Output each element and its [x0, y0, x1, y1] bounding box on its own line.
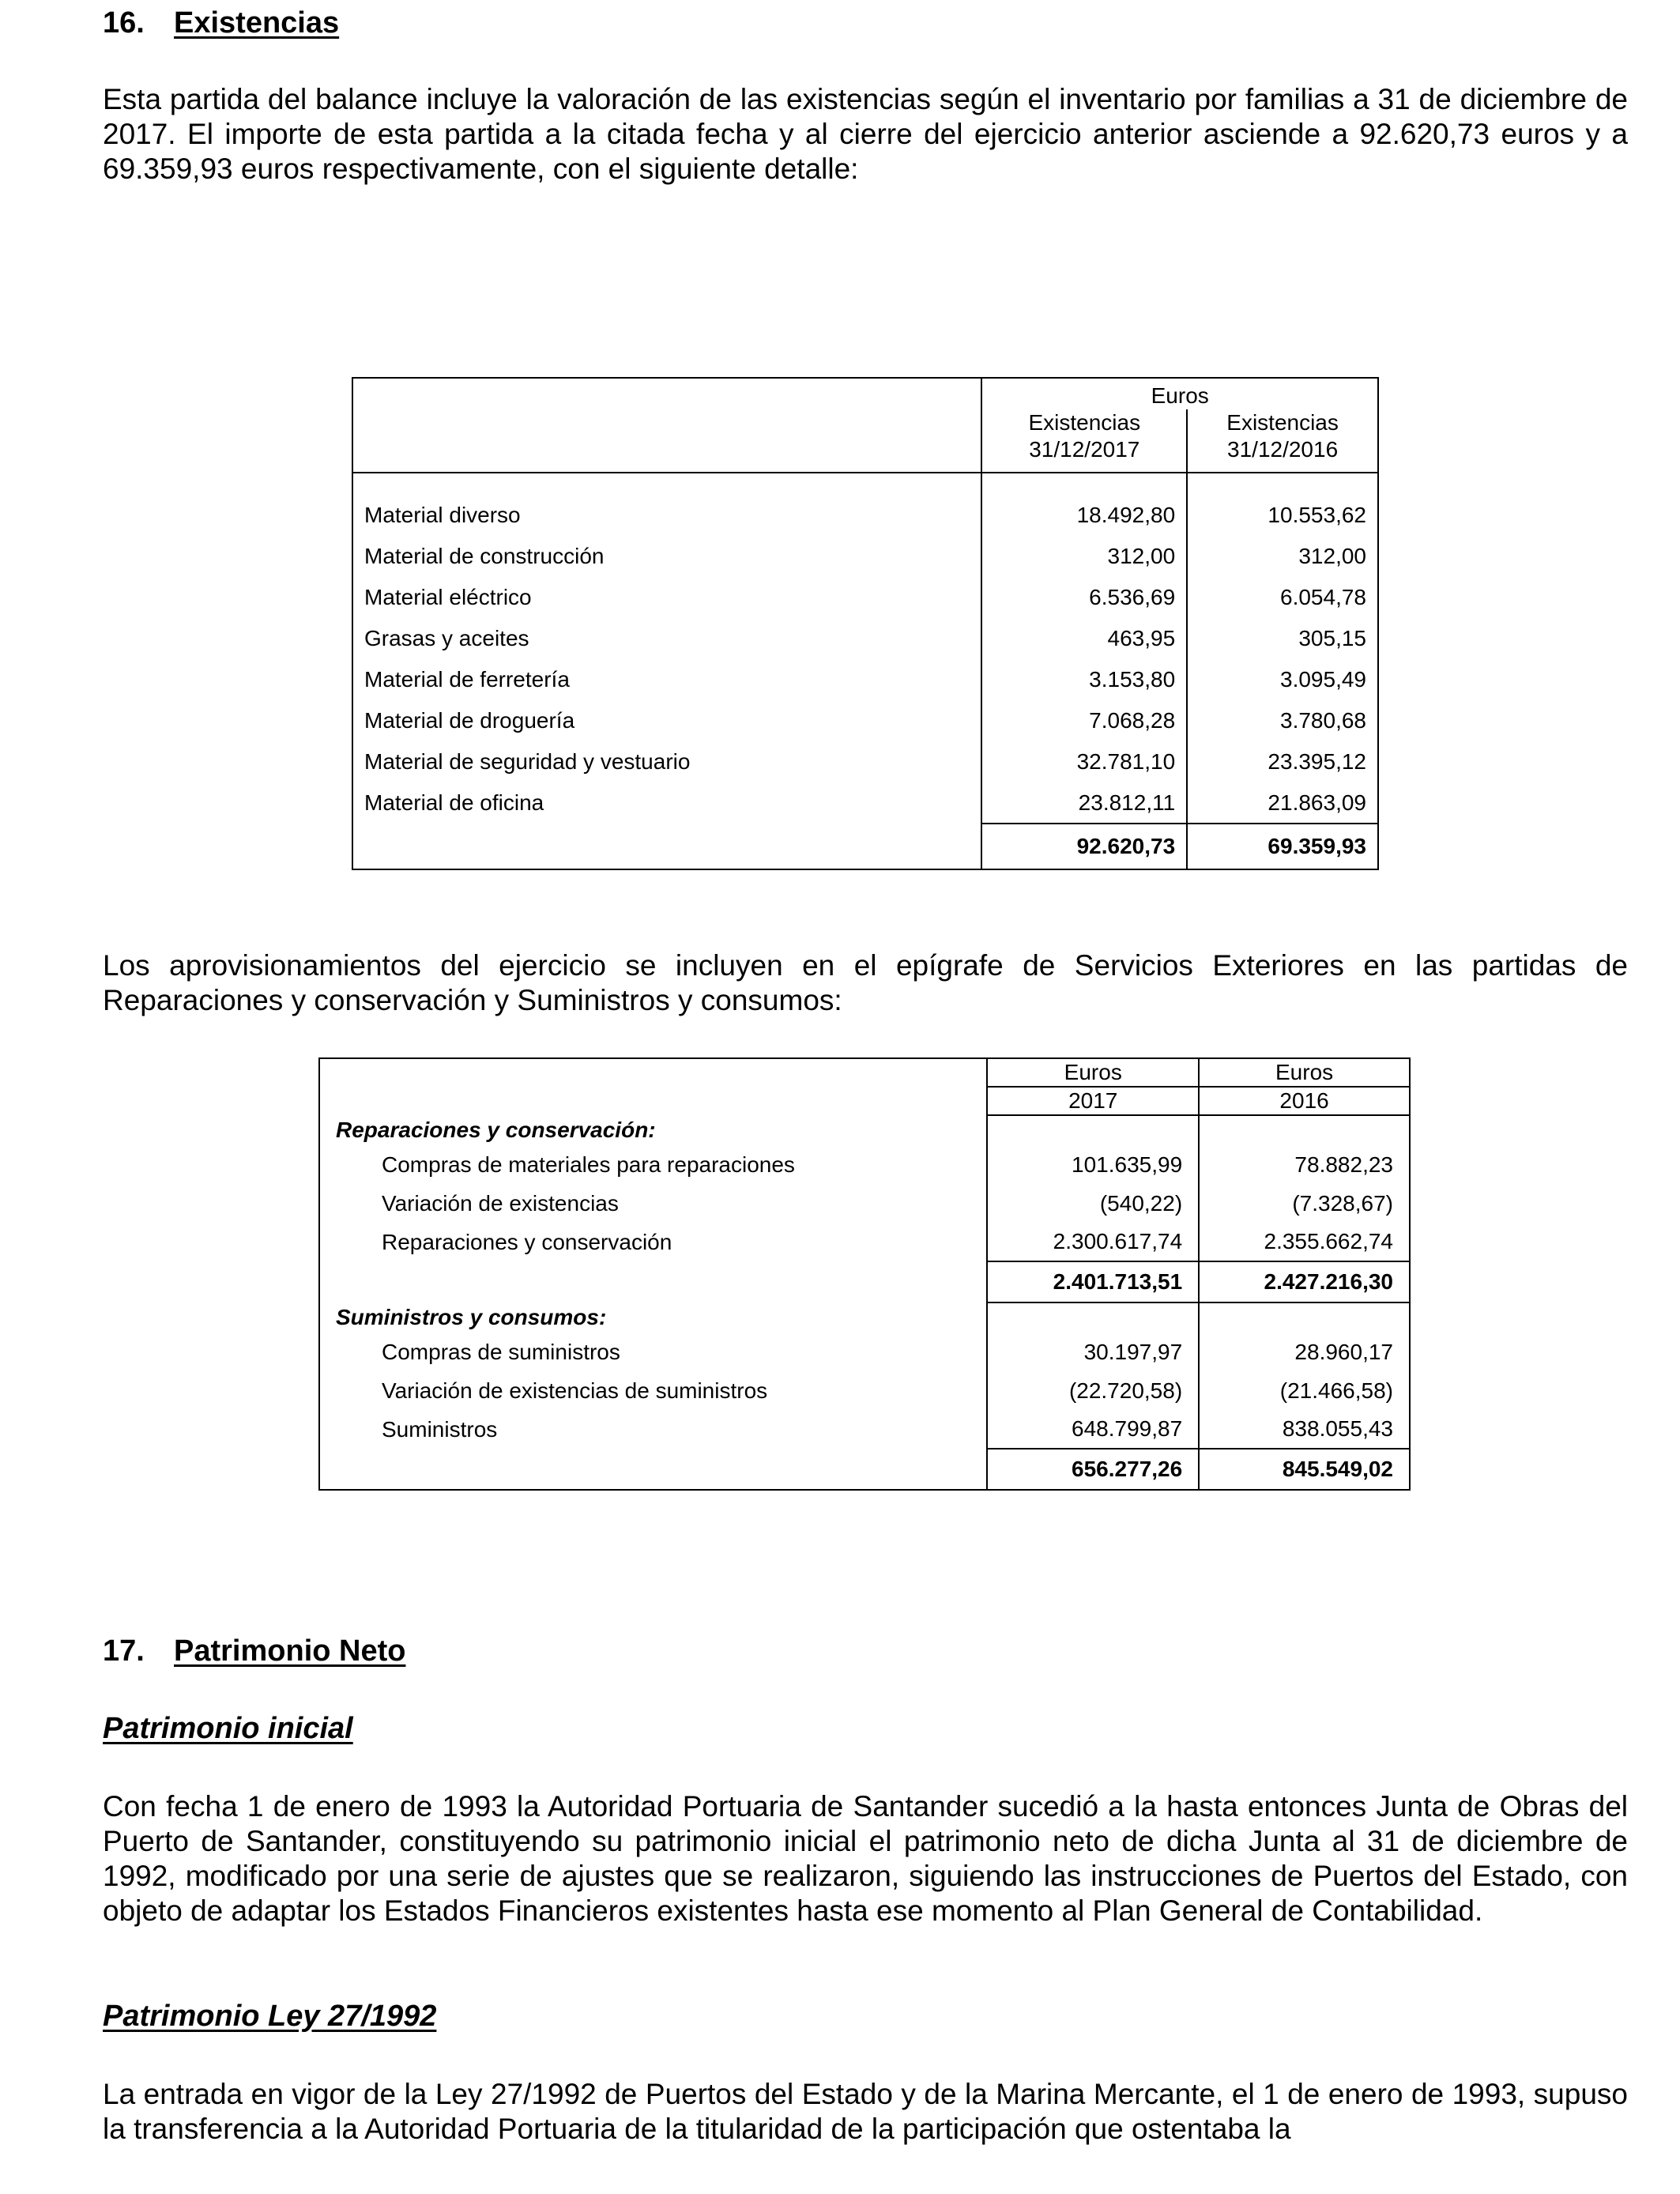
- table-row: [319, 1410, 1410, 1449]
- table-row: [352, 782, 1378, 824]
- row-label: Material de ferretería: [352, 659, 981, 700]
- value-2017: 30.197,97: [987, 1333, 1199, 1371]
- value-2017: 3.153,80: [981, 659, 1187, 700]
- row-label: Suministros: [319, 1410, 987, 1449]
- patrimonio-ley-paragraph: La entrada en vigor de la Ley 27/1992 de Puertos del Estado y de la Marina Mercante, el 1 de enero de 1993, supuso la transferencia a la Autoridad Portuaria de la titularidad de la participación que ostentaba la: [103, 2078, 1628, 2145]
- column-header-2017: Existencias 31/12/2017: [981, 409, 1187, 473]
- column-header-2016: Existencias 31/12/2016: [1187, 409, 1378, 473]
- table-row: [352, 618, 1378, 659]
- row-label: Material de droguería: [352, 700, 981, 741]
- value-2017: 7.068,28: [981, 700, 1187, 741]
- table-row: [352, 577, 1378, 618]
- value-2017: 23.812,11: [981, 782, 1187, 824]
- table-row: [319, 1223, 1410, 1261]
- row-label: Grasas y aceites: [352, 618, 981, 659]
- cell: [319, 1449, 987, 1490]
- row-label: Compras de materiales para reparaciones: [319, 1145, 987, 1184]
- aprovisionamientos-paragraph: Los aprovisionamientos del ejercicio se incluyen en el epígrafe de Servicios Exteriores en las partidas de Reparaciones y conservación y Suministros y consumos:: [103, 949, 1628, 1016]
- section-number: 16.: [103, 6, 145, 40]
- column-header-year-2017: 2017: [987, 1087, 1199, 1115]
- value-2016: 838.055,43: [1199, 1410, 1410, 1449]
- row-label: Material de oficina: [352, 782, 981, 824]
- value-2016: 23.395,12: [1187, 741, 1378, 782]
- table-header-group: Euros: [981, 378, 1378, 409]
- table-row: [319, 1184, 1410, 1223]
- total-2017: 92.620,73: [981, 824, 1187, 869]
- row-label: Reparaciones y conservación: [319, 1223, 987, 1261]
- cell: [319, 1261, 987, 1302]
- subtotal-2016: 2.427.216,30: [1199, 1261, 1410, 1302]
- section-17-heading: [103, 1634, 405, 1668]
- section-title: Existencias: [174, 6, 340, 40]
- value-2017: 32.781,10: [981, 741, 1187, 782]
- value-2016: 28.960,17: [1199, 1333, 1410, 1371]
- column-header-euros-2017: Euros: [987, 1058, 1199, 1087]
- group-title-row: [319, 1302, 1410, 1333]
- row-label: Variación de existencias de suministros: [319, 1371, 987, 1410]
- column-header-year-2016: 2016: [1199, 1087, 1410, 1115]
- value-2016: 21.863,09: [1187, 782, 1378, 824]
- group-title-row: [319, 1115, 1410, 1145]
- section-16-intro-paragraph: Esta partida del balance incluye la valoración de las existencias según el inventario por familias a 31 de diciembre de 2017. El importe de esta partida a la citada fecha y al cierre del ejercicio anterior asciende a 92.620,73 euros y a 69.359,93 euros respectivamente, con el siguiente detalle:: [103, 83, 1628, 185]
- section-16-heading: [103, 6, 339, 40]
- value-2016: 6.054,78: [1187, 577, 1378, 618]
- value-2016: 2.355.662,74: [1199, 1223, 1410, 1261]
- subheading-patrimonio-inicial: Patrimonio inicial: [103, 1712, 353, 1745]
- row-label: Material eléctrico: [352, 577, 981, 618]
- cell: [1199, 1302, 1410, 1333]
- row-label: Compras de suministros: [319, 1333, 987, 1371]
- value-2016: 3.780,68: [1187, 700, 1378, 741]
- table-row: [319, 1371, 1410, 1410]
- value-2016: 3.095,49: [1187, 659, 1378, 700]
- value-2016: 78.882,23: [1199, 1145, 1410, 1184]
- section-number: 17.: [103, 1634, 145, 1668]
- value-2017: 18.492,80: [981, 495, 1187, 536]
- patrimonio-inicial-paragraph: Con fecha 1 de enero de 1993 la Autoridad Portuaria de Santander sucedió a la hasta entonces Junta de Obras del Puerto de Santander, constituyendo su patrimonio inicial el patrimonio neto de dicha Junta al 31 de diciembre de 1992, modificado por una serie de ajustes que se realizaron, siguiendo las instrucciones de Puertos del Estado, con objeto de adaptar los Estados Financieros existentes hasta ese momento al Plan General de Contabilidad.: [103, 1790, 1628, 1927]
- value-2016: (7.328,67): [1199, 1184, 1410, 1223]
- row-label: Material de seguridad y vestuario: [352, 741, 981, 782]
- value-2017: 101.635,99: [987, 1145, 1199, 1184]
- cell: [987, 1302, 1199, 1333]
- row-label: Material diverso: [352, 495, 981, 536]
- subtotal-2016: 845.549,02: [1199, 1449, 1410, 1490]
- value-2017: 2.300.617,74: [987, 1223, 1199, 1261]
- row-label: Material de construcción: [352, 536, 981, 577]
- aprovisionamientos-table: [318, 1057, 1411, 1491]
- value-2016: 10.553,62: [1187, 495, 1378, 536]
- existencias-table: [352, 377, 1379, 870]
- table-row: [352, 495, 1378, 536]
- subtotal-row: [319, 1261, 1410, 1302]
- row-label: Variación de existencias: [319, 1184, 987, 1223]
- subtotal-2017: 656.277,26: [987, 1449, 1199, 1490]
- value-2016: 312,00: [1187, 536, 1378, 577]
- subtotal-2017: 2.401.713,51: [987, 1261, 1199, 1302]
- table-row: [319, 1333, 1410, 1371]
- value-2017: 6.536,69: [981, 577, 1187, 618]
- table-row: [352, 536, 1378, 577]
- value-2017: 648.799,87: [987, 1410, 1199, 1449]
- group-title: Reparaciones y conservación:: [319, 1115, 987, 1145]
- value-2017: (22.720,58): [987, 1371, 1199, 1410]
- value-2016: (21.466,58): [1199, 1371, 1410, 1410]
- table-row: [352, 659, 1378, 700]
- subheading-patrimonio-ley: Patrimonio Ley 27/1992: [103, 2000, 437, 2033]
- subtotal-row: [319, 1449, 1410, 1490]
- cell: [987, 1115, 1199, 1145]
- table-row: [319, 1145, 1410, 1184]
- cell: [1199, 1115, 1410, 1145]
- total-2016: 69.359,93: [1187, 824, 1378, 869]
- group-title: Suministros y consumos:: [319, 1302, 987, 1333]
- column-header-euros-2016: Euros: [1199, 1058, 1410, 1087]
- value-2017: 312,00: [981, 536, 1187, 577]
- value-2017: (540,22): [987, 1184, 1199, 1223]
- value-2016: 305,15: [1187, 618, 1378, 659]
- section-title: Patrimonio Neto: [174, 1634, 406, 1668]
- table-row: [352, 741, 1378, 782]
- value-2017: 463,95: [981, 618, 1187, 659]
- table-row: [352, 700, 1378, 741]
